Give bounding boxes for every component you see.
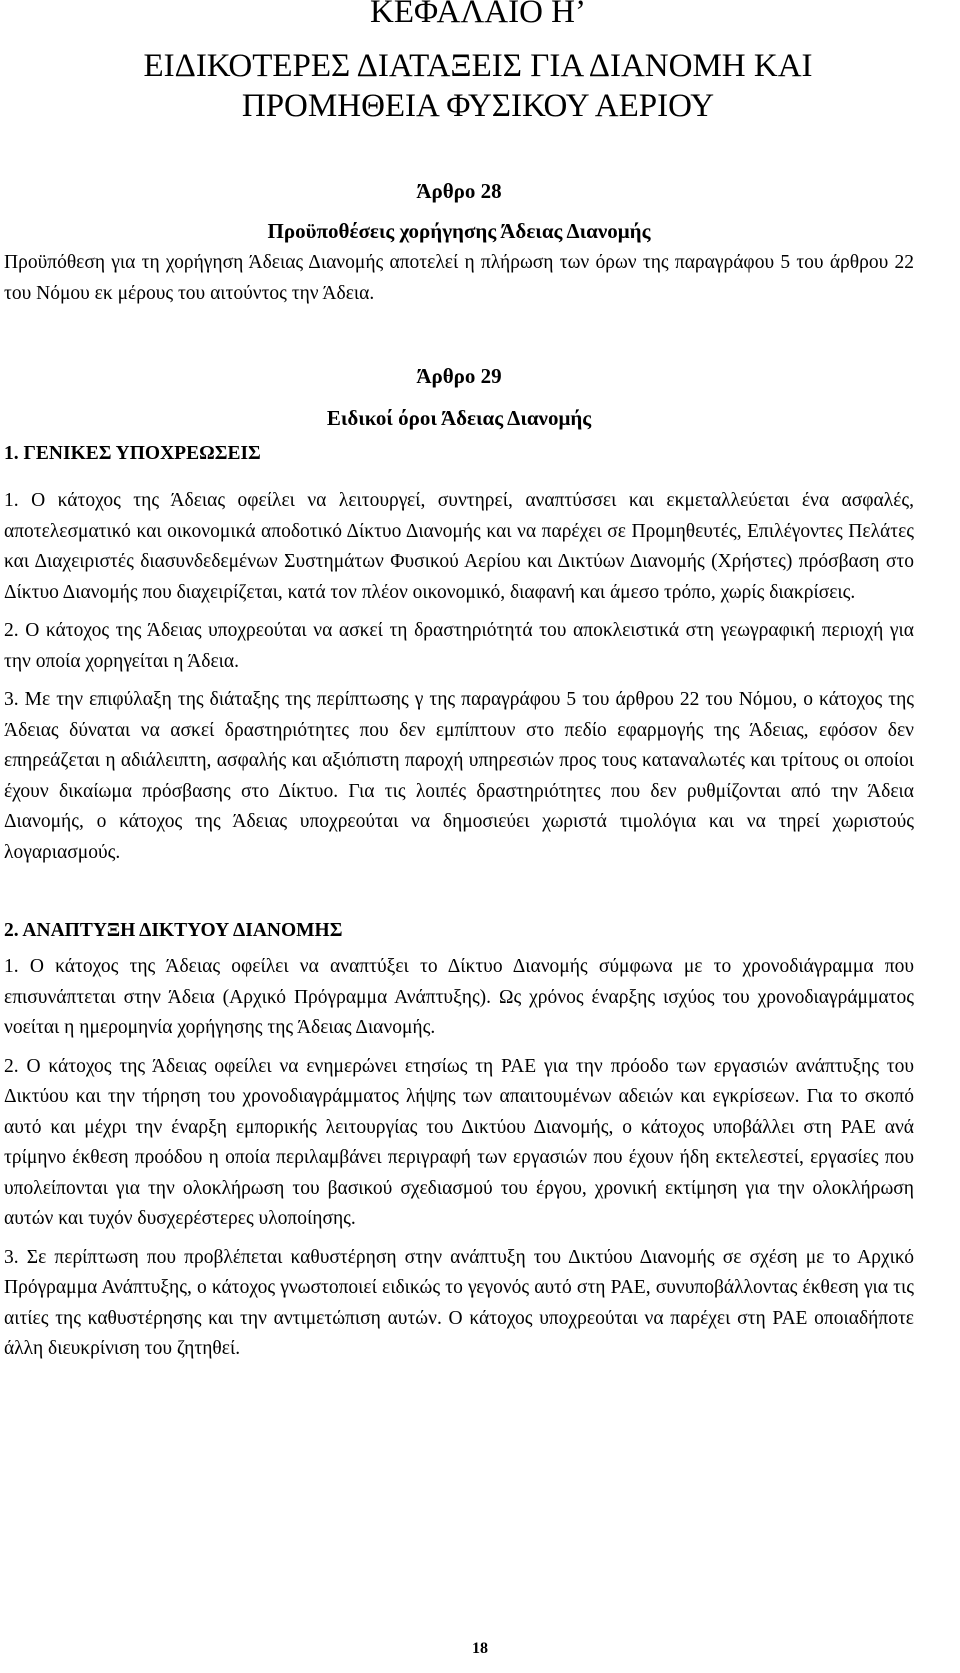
chapter-title-line1: ΕΙΔΙΚΟΤΕΡΕΣ ΔΙΑΤΑΞΕΙΣ ΓΙΑ ΔΙΑΝΟΜΗ ΚΑΙ xyxy=(143,48,813,84)
general-obligations-paragraph-1: 1. Ο κάτοχος της Άδειας οφείλει να λειτουργεί, συντηρεί, αναπτύσσει και εκμεταλλεύεται ένα ασφαλές, αποτελεσματικό και οικονομικά αποδοτικό Δίκτυο Διανομής και να παρέχει σε Προμηθευτές, Επιλέγοντες Πελάτες και Διαχειριστές διασυνδεδεμένων Συστημάτων Φυσικού Αερίου και Δικτύων Διανομής (Χρήστες) πρόσβαση στο Δίκτυο Διανομής που διαχειρίζεται, κατά τον πλέον οικονομικό, διαφανή και άμεσο τρόπο, χωρίς διακρίσεις. xyxy=(4,490,914,603)
chapter-heading xyxy=(42,0,914,126)
general-obligations-paragraph-3: 3. Με την επιφύλαξη της διάταξης της περίπτωσης γ της παραγράφου 5 του άρθρου 22 του Νόμου, ο κάτοχος της Άδειας δύναται να ασκεί δραστηριότητες που δεν εμπίπτουν στο πεδίο εφαρμογής της Άδειας, εφόσον δεν επηρεάζεται η αδιάλειπτη, ασφαλής και αξιόπιστη παροχή υπηρεσιών προς τους καταναλωτές και τρίτους οι οποίοι έχουν δικαίωμα πρόσβασης στο Δίκτυο. Για τις λοιπές δραστηριότητες που δεν ρυθμίζονται από την Άδεια Διανομής, ο κάτοχος της Άδειας υποχρεούται να δημοσιεύει χωριστά τιμολόγια και να τηρεί χωριστούς λογαριασμούς. xyxy=(4,689,914,863)
section-network-development-heading: 2. ΑΝΑΠΤΥΞΗ ΔΙΚΤΥΟΥ ΔΙΑΝΟΜΗΣ xyxy=(4,920,343,941)
article-29-number: Άρθρο 29 xyxy=(416,364,502,388)
network-development-paragraph-3: 3. Σε περίπτωση που προβλέπεται καθυστέρηση στην ανάπτυξη του Δικτύου Διανομής σε σχέση με το Αρχικό Πρόγραμμα Ανάπτυξης, ο κάτοχος γνωστοποιεί ειδικώς το γεγονός αυτό στη ΡΑΕ, συνυποβάλλοντας έκθεση για τις αιτίες της καθυστέρησης και την αντιμετώπιση αυτών. Ο κάτοχος υποχρεούται να παρέχει στη ΡΑΕ οποιαδήποτε άλλη διευκρίνιση του ζητηθεί. xyxy=(4,1246,914,1359)
article-28-number: Άρθρο 28 xyxy=(416,179,502,203)
chapter-title-line2: ΠΡΟΜΗΘΕΙΑ ΦΥΣΙΚΟΥ ΑΕΡΙΟΥ xyxy=(241,88,715,124)
document-page xyxy=(4,0,914,1365)
page-number: 18 xyxy=(472,1640,488,1657)
article-28-title: Προϋποθέσεις χορήγησης Άδειας Διανομής xyxy=(267,219,651,243)
network-development-paragraph-2: 2. Ο κάτοχος της Άδειας οφείλει να ενημερώνει ετησίως τη ΡΑΕ για την πρόοδο των εργασιών ανάπτυξης του Δικτύου και την τήρηση του χρονοδιαγράμματος λήψης των απαιτουμένων αδειών και εγκρίσεων. Για το σκοπό αυτό και μέχρι την έναρξη εμπορικής λειτουργίας του Δικτύου Διανομής, ο κάτοχος υποβάλλει στη ΡΑΕ ανά τρίμηνο έκθεση προόδου η οποία περιλαμβάνει περιγραφή των εργασιών που έχουν ήδη εκτελεστεί, εργασίες που υπολείπονται για την ολοκλήρωση του βασικού σχεδιασμού του έργου, χρονική εκτίμηση για την ολοκλήρωση αυτών και τυχόν δυσχερέστερες υλοποίησης. xyxy=(4,1055,914,1229)
article-29-title: Ειδικοί όροι Άδειας Διανομής xyxy=(326,406,592,430)
network-development-paragraph-1: 1. Ο κάτοχος της Άδειας οφείλει να αναπτύξει το Δίκτυο Διανομής σύμφωνα με το χρονοδιάγραμμα που επισυνάπτεται στην Άδεια (Αρχικό Πρόγραμμα Ανάπτυξης). Ως χρόνος έναρξης ισχύος του χρονοδιαγράμματος νοείται η ημερομηνία χορήγησης της Άδειας Διανομής. xyxy=(4,956,914,1038)
chapter-label: ΚΕΦΑΛΑΙΟ Η’ xyxy=(369,0,586,30)
article-28-text: Προϋπόθεση για τη χορήγηση Άδειας Διανομής αποτελεί η πλήρωση των όρων της παραγράφου 5 του άρθρου 22 του Νόμου εκ μέρους του αιτούντος την Άδεια. xyxy=(4,252,914,304)
section-general-obligations-heading: 1. ΓΕΝΙΚΕΣ ΥΠΟΧΡΕΩΣΕΙΣ xyxy=(4,443,261,464)
general-obligations-paragraph-2: 2. Ο κάτοχος της Άδειας υποχρεούται να ασκεί τη δραστηριότητά του αποκλειστικά στη γεωγραφική περιοχή για την οποία χορηγείται η Άδεια. xyxy=(4,620,914,672)
